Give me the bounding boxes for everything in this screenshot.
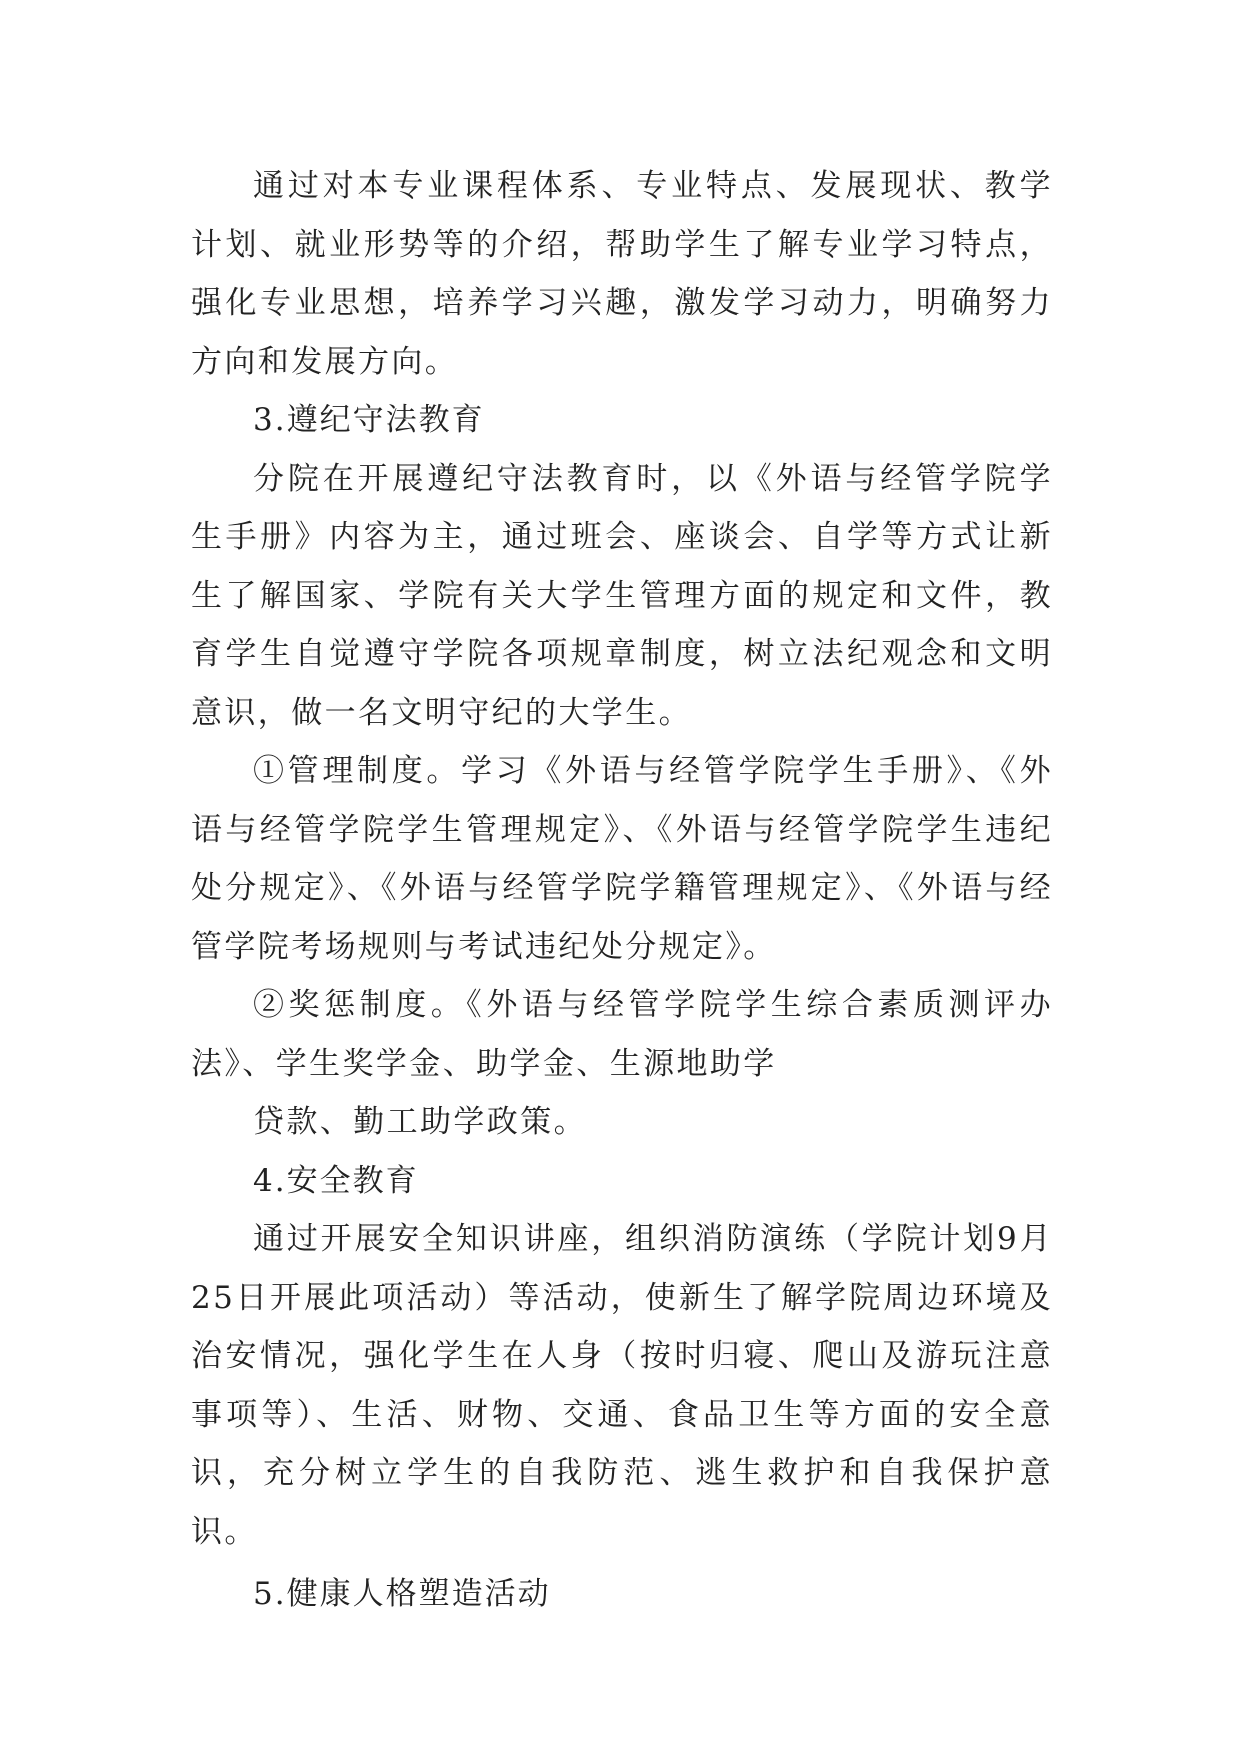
paragraph-safety-education: 通过开展安全知识讲座，组织消防演练（学院计划9月25日开展此项活动）等活动，使新生了解学院周边环境及治安情况，强化学生在人身（按时归寝、爬山及游玩注意事项等）、生活、财物、交通、食品卫生等方面的安全意识，充分树立学生的自我防范、逃生救护和自我保护意识。 [191, 1221, 1053, 1550]
paragraph-reward-rules-continued: 贷款、勤工助学政策。 [253, 1104, 587, 1140]
paragraph-major-introduction: 通过对本专业课程体系、专业特点、发展现状、教学计划、就业形势等的介绍，帮助学生了解专业学习特点，强化专业思想，培养学习兴趣，激发学习动力，明确努力方向和发展方向。 [191, 168, 1053, 380]
document-body [191, 157, 1053, 1624]
section-heading-safety-education: 4.安全教育 [253, 1162, 419, 1199]
paragraph-management-rules: ①管理制度。学习《外语与经管学院学生手册》、《外语与经管学院学生管理规定》、《外语与经管学院学生违纪处分规定》、《外语与经管学院学籍管理规定》、《外语与经管学院考场规则与考试违纪处分规定》。 [191, 753, 1053, 965]
paragraph-law-education: 分院在开展遵纪守法教育时，以《外语与经管学院学生手册》内容为主，通过班会、座谈会、自学等方式让新生了解国家、学院有关大学生管理方面的规定和文件，教育学生自觉遵守学院各项规章制度，树立法纪观念和文明意识，做一名文明守纪的大学生。 [191, 460, 1053, 731]
section-heading-law-education: 3.遵纪守法教育 [253, 402, 485, 438]
paragraph-reward-rules: ②奖惩制度。《外语与经管学院学生综合素质测评办法》、学生奖学金、助学金、生源地助学 [191, 987, 1053, 1082]
section-heading-personality-activities: 5.健康人格塑造活动 [253, 1576, 551, 1612]
